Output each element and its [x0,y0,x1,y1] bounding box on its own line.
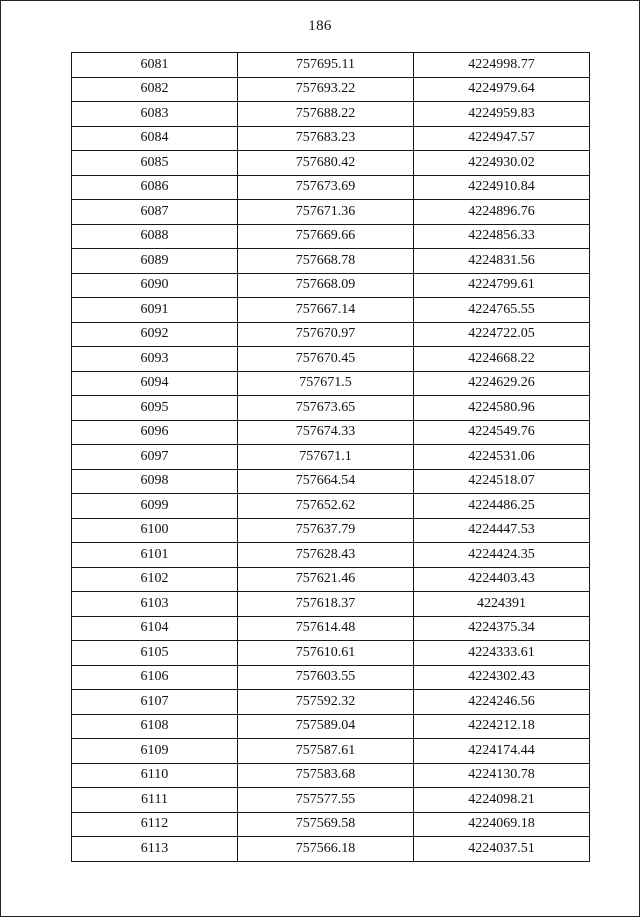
x-coordinate-cell: 757671.5 [238,371,414,396]
table-row [72,396,590,421]
x-coordinate-cell: 757668.78 [238,249,414,274]
table-row [72,298,590,323]
table-row [72,371,590,396]
table-row [72,175,590,200]
point-id-cell: 6106 [72,665,238,690]
page-number: 186 [308,18,332,34]
point-id-cell: 6095 [72,396,238,421]
x-coordinate-cell: 757664.54 [238,469,414,494]
table-row [72,494,590,519]
table-row [72,322,590,347]
point-id-cell: 6113 [72,837,238,862]
table-row [72,763,590,788]
point-id-cell: 6098 [72,469,238,494]
x-coordinate-cell: 757695.11 [238,53,414,78]
point-id-cell: 6094 [72,371,238,396]
coordinate-table-body [72,53,590,862]
point-id-cell: 6086 [72,175,238,200]
y-coordinate-cell: 4224856.33 [414,224,590,249]
point-id-cell: 6093 [72,347,238,372]
point-id-cell: 6081 [72,53,238,78]
y-coordinate-cell: 4224333.61 [414,641,590,666]
y-coordinate-cell: 4224518.07 [414,469,590,494]
point-id-cell: 6090 [72,273,238,298]
y-coordinate-cell: 4224979.64 [414,77,590,102]
x-coordinate-cell: 757671.1 [238,445,414,470]
x-coordinate-cell: 757668.09 [238,273,414,298]
point-id-cell: 6097 [72,445,238,470]
point-id-cell: 6082 [72,77,238,102]
x-coordinate-cell: 757614.48 [238,616,414,641]
x-coordinate-cell: 757621.46 [238,567,414,592]
x-coordinate-cell: 757589.04 [238,714,414,739]
y-coordinate-cell: 4224765.55 [414,298,590,323]
table-row [72,788,590,813]
table-row [72,469,590,494]
point-id-cell: 6104 [72,616,238,641]
x-coordinate-cell: 757671.36 [238,200,414,225]
point-id-cell: 6083 [72,102,238,127]
point-id-cell: 6092 [72,322,238,347]
y-coordinate-cell: 4224447.53 [414,518,590,543]
point-id-cell: 6111 [72,788,238,813]
y-coordinate-cell: 4224998.77 [414,53,590,78]
x-coordinate-cell: 757628.43 [238,543,414,568]
x-coordinate-cell: 757569.58 [238,812,414,837]
y-coordinate-cell: 4224037.51 [414,837,590,862]
x-coordinate-cell: 757592.32 [238,690,414,715]
y-coordinate-cell: 4224212.18 [414,714,590,739]
x-coordinate-cell: 757667.14 [238,298,414,323]
point-id-cell: 6101 [72,543,238,568]
x-coordinate-cell: 757577.55 [238,788,414,813]
point-id-cell: 6089 [72,249,238,274]
table-row [72,53,590,78]
x-coordinate-cell: 757603.55 [238,665,414,690]
point-id-cell: 6105 [72,641,238,666]
table-row [72,151,590,176]
point-id-cell: 6088 [72,224,238,249]
x-coordinate-cell: 757583.68 [238,763,414,788]
table-row [72,347,590,372]
y-coordinate-cell: 4224722.05 [414,322,590,347]
table-row [72,224,590,249]
x-coordinate-cell: 757587.61 [238,739,414,764]
point-id-cell: 6107 [72,690,238,715]
x-coordinate-cell: 757669.66 [238,224,414,249]
point-id-cell: 6109 [72,739,238,764]
table-row [72,567,590,592]
point-id-cell: 6102 [72,567,238,592]
x-coordinate-cell: 757688.22 [238,102,414,127]
table-row [72,543,590,568]
y-coordinate-cell: 4224831.56 [414,249,590,274]
table-row [72,714,590,739]
y-coordinate-cell: 4224549.76 [414,420,590,445]
x-coordinate-cell: 757673.65 [238,396,414,421]
point-id-cell: 6087 [72,200,238,225]
y-coordinate-cell: 4224959.83 [414,102,590,127]
x-coordinate-cell: 757673.69 [238,175,414,200]
x-coordinate-cell: 757693.22 [238,77,414,102]
table-row [72,445,590,470]
y-coordinate-cell: 4224391 [414,592,590,617]
y-coordinate-cell: 4224486.25 [414,494,590,519]
y-coordinate-cell: 4224130.78 [414,763,590,788]
table-row [72,592,590,617]
y-coordinate-cell: 4224668.22 [414,347,590,372]
y-coordinate-cell: 4224246.56 [414,690,590,715]
y-coordinate-cell: 4224629.26 [414,371,590,396]
table-row [72,77,590,102]
y-coordinate-cell: 4224375.34 [414,616,590,641]
point-id-cell: 6096 [72,420,238,445]
y-coordinate-cell: 4224531.06 [414,445,590,470]
table-row [72,812,590,837]
point-id-cell: 6091 [72,298,238,323]
x-coordinate-cell: 757670.97 [238,322,414,347]
table-row [72,102,590,127]
coordinate-table [71,52,590,862]
x-coordinate-cell: 757680.42 [238,151,414,176]
x-coordinate-cell: 757652.62 [238,494,414,519]
y-coordinate-cell: 4224302.43 [414,665,590,690]
point-id-cell: 6084 [72,126,238,151]
table-row [72,249,590,274]
x-coordinate-cell: 757674.33 [238,420,414,445]
y-coordinate-cell: 4224424.35 [414,543,590,568]
y-coordinate-cell: 4224174.44 [414,739,590,764]
y-coordinate-cell: 4224910.84 [414,175,590,200]
table-row [72,690,590,715]
y-coordinate-cell: 4224799.61 [414,273,590,298]
x-coordinate-cell: 757610.61 [238,641,414,666]
x-coordinate-cell: 757637.79 [238,518,414,543]
table-row [72,616,590,641]
x-coordinate-cell: 757670.45 [238,347,414,372]
y-coordinate-cell: 4224403.43 [414,567,590,592]
point-id-cell: 6085 [72,151,238,176]
table-row [72,739,590,764]
table-row [72,837,590,862]
x-coordinate-cell: 757566.18 [238,837,414,862]
table-row [72,420,590,445]
y-coordinate-cell: 4224069.18 [414,812,590,837]
table-row [72,273,590,298]
table-row [72,641,590,666]
point-id-cell: 6110 [72,763,238,788]
y-coordinate-cell: 4224896.76 [414,200,590,225]
x-coordinate-cell: 757683.23 [238,126,414,151]
point-id-cell: 6100 [72,518,238,543]
table-row [72,665,590,690]
y-coordinate-cell: 4224930.02 [414,151,590,176]
table-row [72,518,590,543]
point-id-cell: 6108 [72,714,238,739]
y-coordinate-cell: 4224098.21 [414,788,590,813]
y-coordinate-cell: 4224580.96 [414,396,590,421]
point-id-cell: 6099 [72,494,238,519]
table-row [72,200,590,225]
table-row [72,126,590,151]
x-coordinate-cell: 757618.37 [238,592,414,617]
point-id-cell: 6103 [72,592,238,617]
y-coordinate-cell: 4224947.57 [414,126,590,151]
point-id-cell: 6112 [72,812,238,837]
